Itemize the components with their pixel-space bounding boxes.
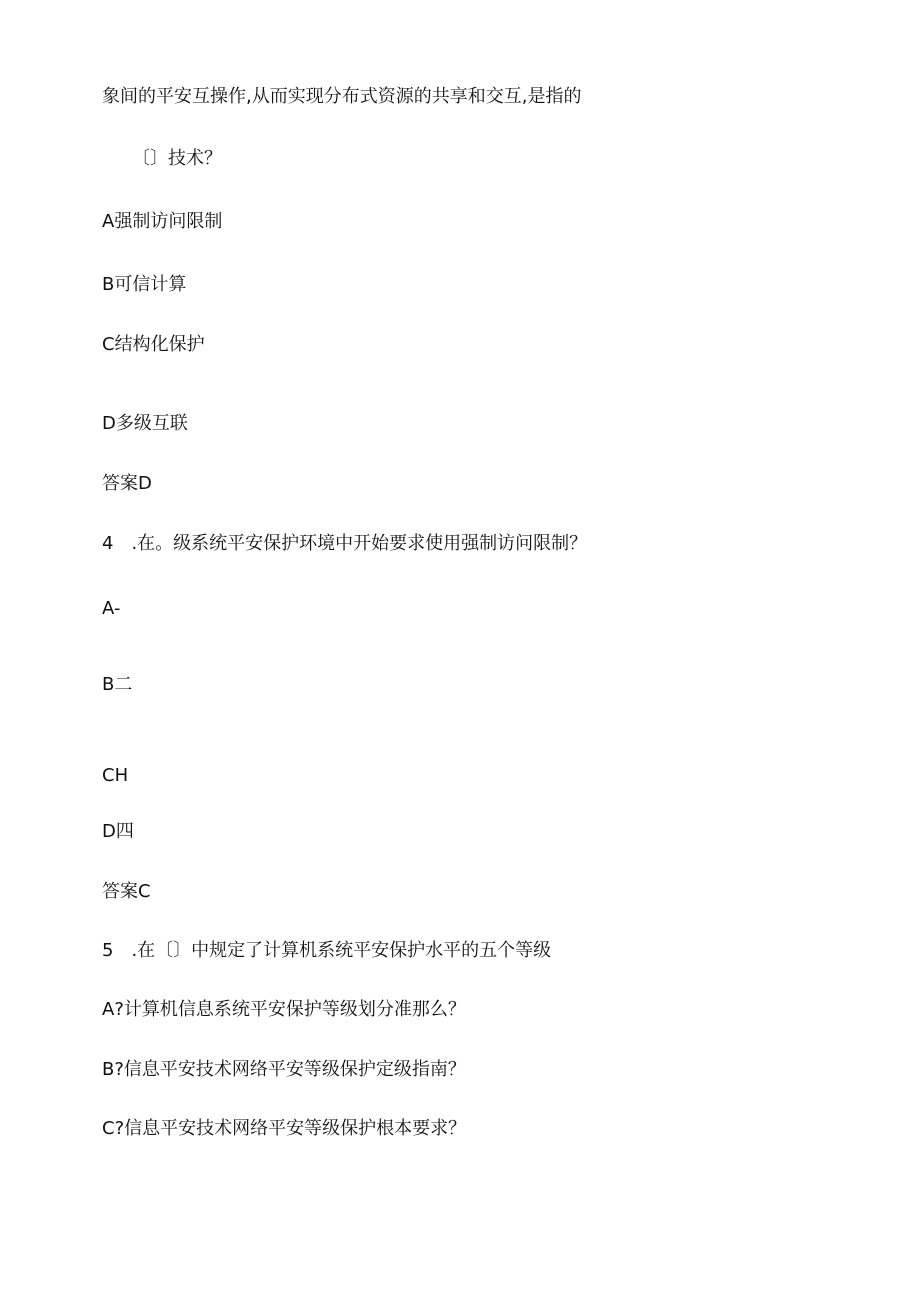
option-b: B二 bbox=[102, 674, 133, 695]
paragraph-continuation-end: 〔〕技术？ bbox=[132, 148, 222, 169]
option-d: D四 bbox=[102, 821, 134, 842]
option-c: CH bbox=[102, 765, 129, 786]
answer: 答案C bbox=[102, 881, 151, 902]
option-b: B可信计算 bbox=[102, 274, 187, 295]
answer: 答案D bbox=[102, 473, 152, 494]
option-a: A?计算机信息系统平安保护等级划分准那么？ bbox=[102, 999, 466, 1020]
option-b: B?信息平安技术网络平安等级保护定级指南？ bbox=[102, 1059, 466, 1080]
option-c: C?信息平安技术网络平安等级保护根本要求？ bbox=[102, 1118, 467, 1139]
option-a: A- bbox=[102, 598, 121, 619]
paragraph-continuation: 象间的平安互操作,从而实现分布式资源的共享和交互,是指的 bbox=[102, 86, 582, 107]
option-a: A强制访问限制 bbox=[102, 211, 223, 232]
question-5: 5 .在〔〕中规定了计算机系统平安保护水平的五个等级 bbox=[102, 940, 552, 961]
question-4: 4 .在。级系统平安保护环境中开始要求使用强制访问限制？ bbox=[102, 533, 588, 554]
option-c: C结构化保护 bbox=[102, 334, 205, 355]
option-d: D多级互联 bbox=[102, 413, 188, 434]
